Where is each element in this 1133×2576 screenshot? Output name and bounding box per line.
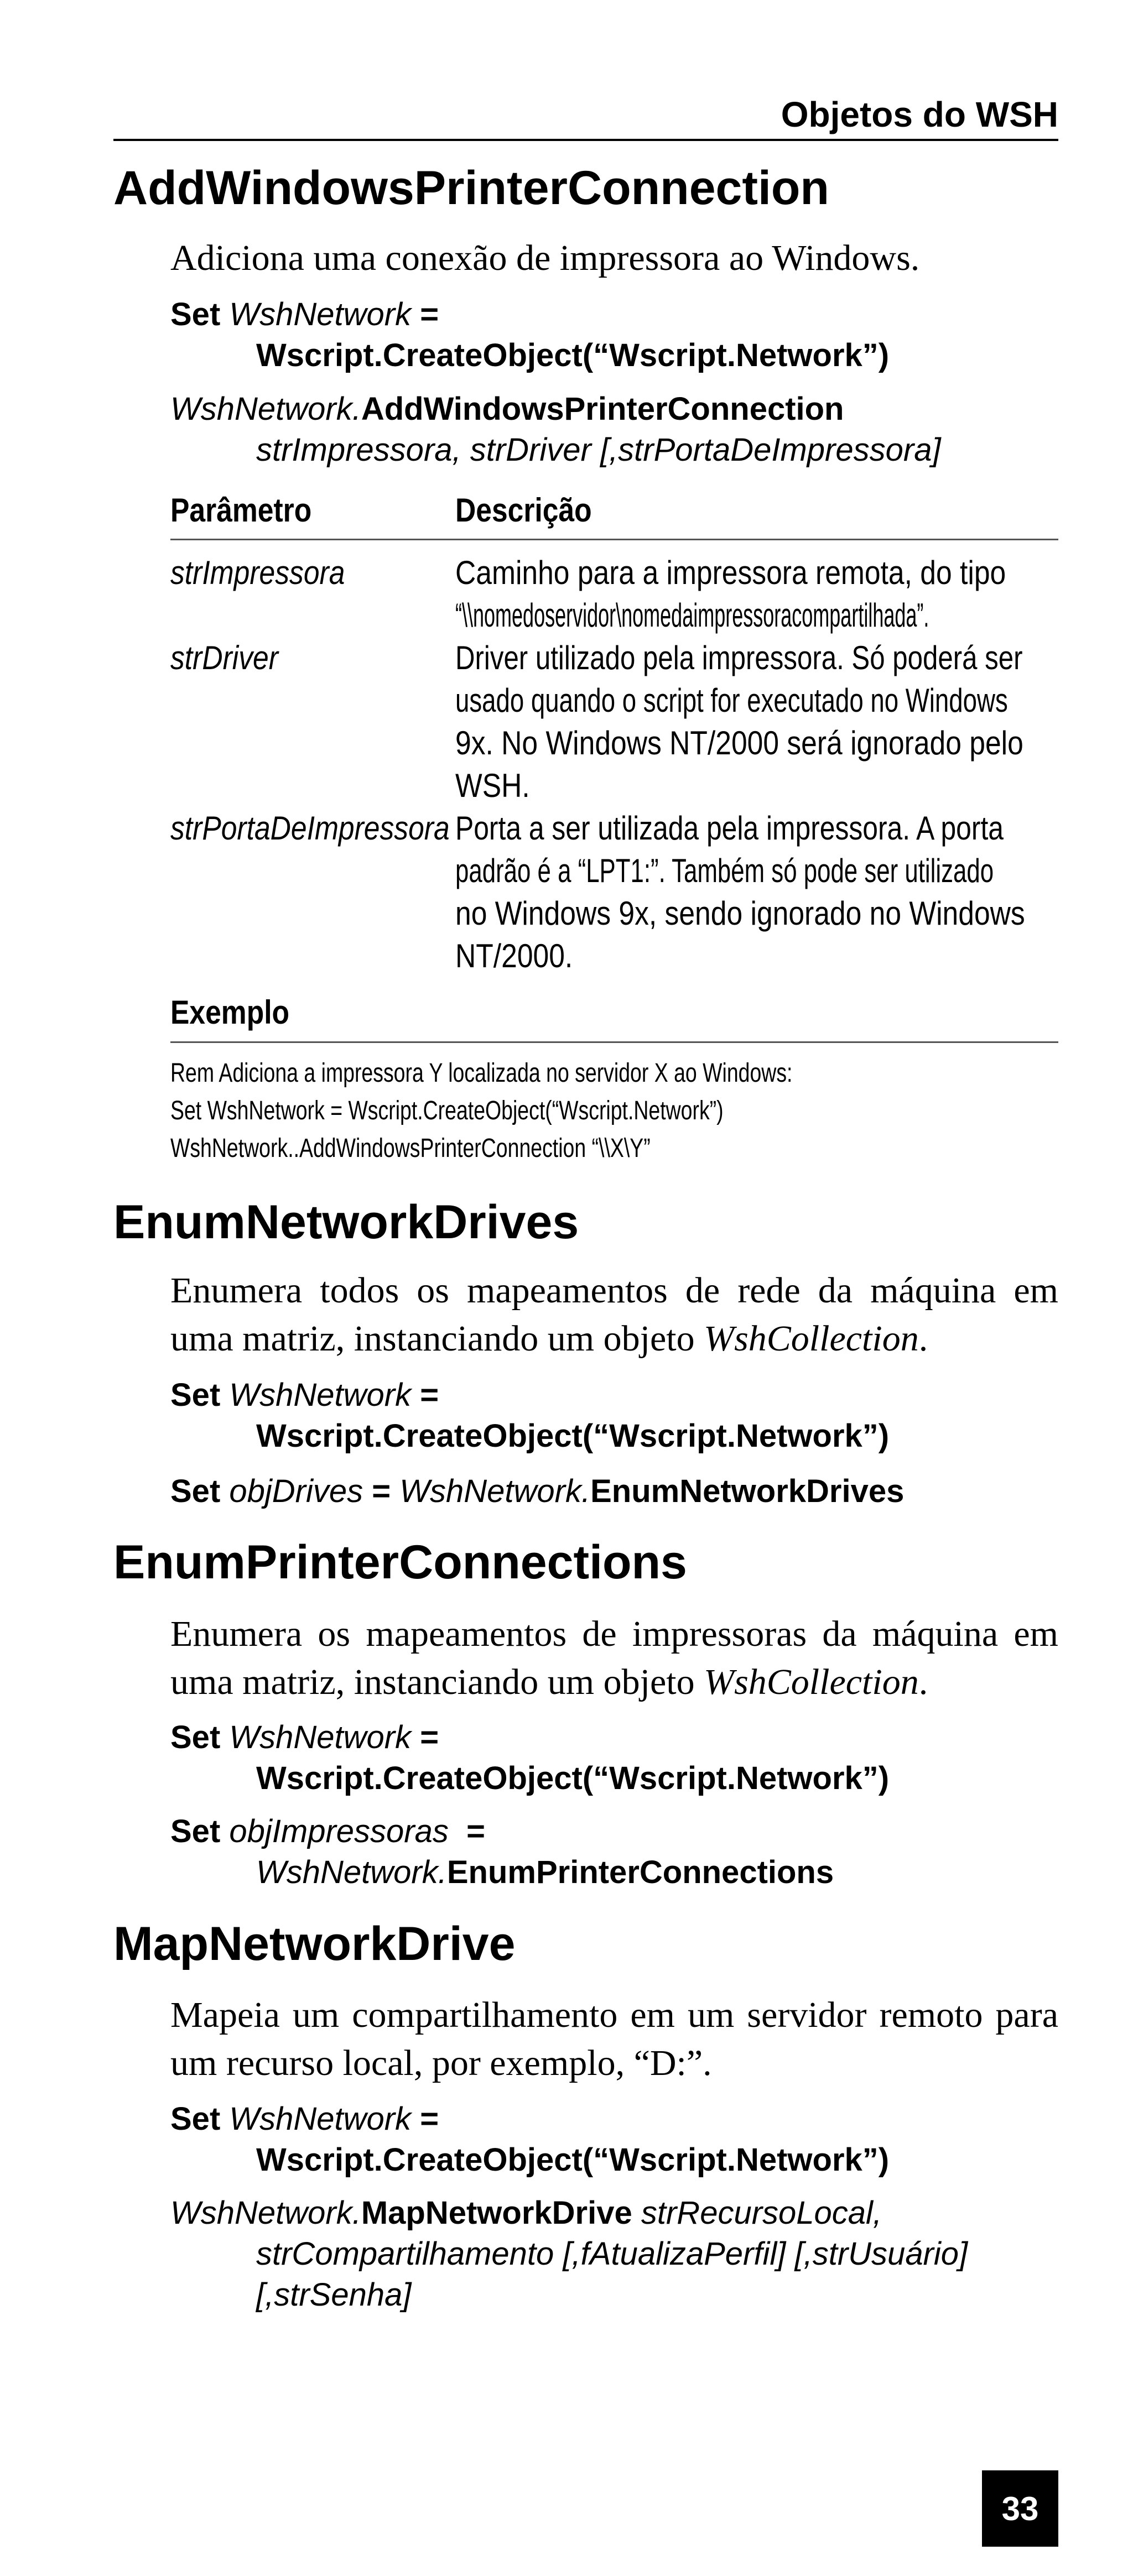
- code-variable: objDrives: [229, 1473, 363, 1509]
- code-arguments: strImpressora, strDriver [,strPortaDeImpressora]: [256, 432, 941, 468]
- code-create-object: Wscript.CreateObject(“Wscript.Network”): [256, 337, 890, 373]
- code-keyword: Set: [170, 1719, 221, 1755]
- description-italic: WshCollection: [704, 1662, 919, 1702]
- section-description: [170, 1266, 1058, 1363]
- code-object: WshNetwork.: [170, 391, 361, 427]
- code-variable: WshNetwork: [229, 2101, 412, 2137]
- section-title-add-windows-printer: AddWindowsPrinterConnection: [113, 161, 829, 215]
- code-operator: =: [420, 296, 439, 332]
- code-method: AddWindowsPrinterConnection: [361, 391, 844, 427]
- section-title-enum-network-drives: EnumNetworkDrives: [113, 1196, 579, 1249]
- code-variable: WshNetwork: [229, 1377, 412, 1413]
- code-keyword: Set: [170, 1473, 221, 1509]
- column-header-parameter: Parâmetro: [170, 492, 312, 529]
- code-operator: =: [466, 1813, 485, 1849]
- column-header-description: Descrição: [455, 492, 592, 529]
- code-block-create-object: [170, 1717, 1058, 1799]
- section-description: [170, 1610, 1058, 1706]
- code-variable: WshNetwork: [229, 1719, 412, 1755]
- running-header: Objetos do WSH: [781, 95, 1058, 134]
- example-title-text: Exemplo: [170, 994, 290, 1031]
- parameter-description: [455, 807, 1058, 977]
- code-block-method-call: [170, 1811, 1058, 1893]
- section-title-map-network-drive: MapNetworkDrive: [113, 1917, 516, 1970]
- code-block-method-call: [170, 389, 1058, 471]
- code-keyword: Set: [170, 1813, 221, 1849]
- example-code-line: WshNetwork..AddWindowsPrinterConnection “\\X\Y”: [170, 1134, 651, 1163]
- code-operator: =: [420, 1377, 439, 1413]
- description-line: NT/2000.: [455, 937, 573, 974]
- section-description: Adiciona uma conexão de impressora ao Windows.: [170, 238, 920, 278]
- description-line: “\\nomedoservidor\nomedaimpressoracompartilhada”.: [455, 597, 929, 634]
- example-title: [170, 987, 1058, 1043]
- parameter-name: strDriver: [170, 639, 278, 676]
- parameter-name: strPortaDeImpressora: [170, 810, 450, 847]
- code-object: WshNetwork.: [170, 2195, 361, 2231]
- description-line: Porta a ser utilizada pela impressora. A porta: [455, 810, 1004, 847]
- example-code-line: Set WshNetwork = Wscript.CreateObject(“Wscript.Network”): [170, 1096, 724, 1125]
- code-create-object: Wscript.CreateObject(“Wscript.Network”): [256, 2142, 890, 2178]
- code-operator: =: [420, 1719, 439, 1755]
- code-arguments: strRecursoLocal,: [641, 2195, 882, 2231]
- description-text: Enumera os mapeamentos de impressoras da máquina em uma matriz, instanciando um objeto: [170, 1614, 1058, 1702]
- description-italic: WshCollection: [704, 1318, 919, 1359]
- code-object: WshNetwork.: [399, 1473, 591, 1509]
- description-end: .: [918, 1662, 928, 1702]
- code-block-create-object: [170, 1375, 1058, 1457]
- description-line: padrão é a “LPT1:”. Também só pode ser utilizado: [455, 852, 994, 889]
- parameter-description: [455, 551, 1058, 637]
- description-line: 9x. No Windows NT/2000 será ignorado pelo: [455, 724, 1023, 762]
- description-line: Caminho para a impressora remota, do tipo: [455, 554, 1006, 591]
- section-title-enum-printer-connections: EnumPrinterConnections: [113, 1536, 687, 1589]
- code-method: EnumNetworkDrives: [590, 1473, 905, 1509]
- description-line: no Windows 9x, sendo ignorado no Windows: [455, 895, 1025, 932]
- description-text: Enumera todos os mapeamentos de rede da máquina em uma matriz, instanciando um objeto: [170, 1270, 1058, 1359]
- header-rule: [113, 139, 1058, 141]
- code-object: WshNetwork.: [256, 1854, 447, 1890]
- description-line: WSH.: [455, 767, 530, 804]
- code-keyword: Set: [170, 296, 221, 332]
- code-arguments: strCompartilhamento [,fAtualizaPerfil] [,strUsuário]: [256, 2236, 968, 2272]
- code-variable: objImpressoras: [229, 1813, 449, 1849]
- code-block-create-object: [170, 2099, 1058, 2181]
- code-operator: =: [372, 1473, 391, 1509]
- parameter-table-header: [170, 486, 1058, 540]
- code-block-create-object: [170, 294, 1058, 376]
- code-create-object: Wscript.CreateObject(“Wscript.Network”): [256, 1418, 890, 1454]
- code-keyword: Set: [170, 2101, 221, 2137]
- example-code-line: Rem Adiciona a impressora Y localizada no servidor X ao Windows:: [170, 1058, 793, 1088]
- code-method: MapNetworkDrive: [361, 2195, 632, 2231]
- description-line: Driver utilizado pela impressora. Só poderá ser: [455, 639, 1023, 676]
- code-operator: =: [420, 2101, 439, 2137]
- code-variable: WshNetwork: [229, 296, 412, 332]
- description-end: .: [918, 1318, 928, 1359]
- parameter-description: [455, 637, 1058, 807]
- code-block-method-call: [170, 2193, 1058, 2316]
- code-arguments: [,strSenha]: [256, 2277, 412, 2313]
- code-block-method-call: [170, 1471, 1058, 1512]
- code-create-object: Wscript.CreateObject(“Wscript.Network”): [256, 1760, 890, 1796]
- page-number: 33: [982, 2470, 1058, 2547]
- code-method: EnumPrinterConnections: [446, 1854, 834, 1890]
- code-keyword: Set: [170, 1377, 221, 1413]
- section-description: Mapeia um compartilhamento em um servidor remoto para um recurso local, por exemplo, “D:”.: [170, 1995, 1058, 2083]
- parameter-name: strImpressora: [170, 554, 345, 591]
- description-line: usado quando o script for executado no Windows: [455, 682, 1008, 719]
